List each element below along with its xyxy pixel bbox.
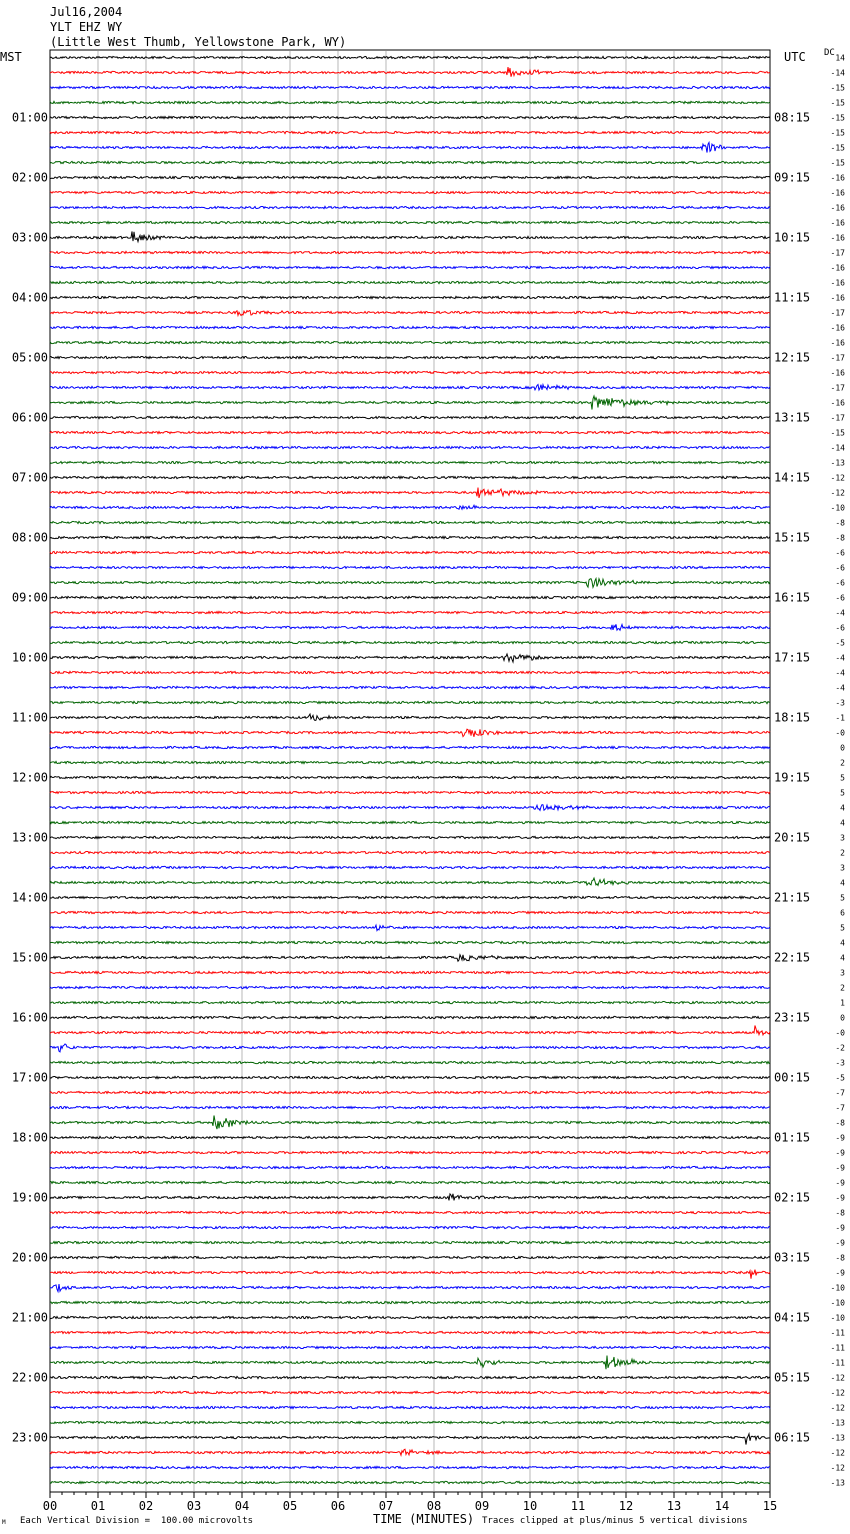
- dc-offset-label: 5: [840, 923, 845, 933]
- x-tick-label: 08: [426, 1499, 442, 1513]
- seismic-trace: [50, 641, 770, 643]
- x-tick-label: 05: [282, 1499, 298, 1513]
- dc-offset-label: -10: [830, 1313, 845, 1323]
- dc-offset-label: -13: [830, 458, 845, 468]
- dc-offset-label: -6: [835, 563, 845, 573]
- dc-offset-label: -12: [830, 1403, 845, 1413]
- dc-offset-label: 4: [840, 818, 845, 828]
- seismic-trace: [50, 446, 770, 448]
- dc-offset-label: -16: [830, 278, 845, 288]
- station-location: (Little West Thumb, Yellowstone Park, WY): [50, 35, 347, 49]
- seismic-trace: [50, 911, 770, 913]
- left-time-label: 14:00: [11, 890, 48, 905]
- dc-offset-label: -15: [830, 158, 845, 168]
- dc-offset-label: -12: [830, 1448, 845, 1458]
- dc-offset-label: 3: [840, 833, 845, 843]
- seismic-trace: [50, 296, 770, 298]
- x-tick-label: 10: [522, 1499, 538, 1513]
- dc-offset-label: -9: [835, 1178, 845, 1188]
- dc-offset-label: -3: [835, 1058, 845, 1068]
- seismic-trace: [50, 266, 770, 268]
- seismic-trace: [50, 1284, 770, 1291]
- seismic-trace: [50, 1116, 770, 1130]
- x-axis-label: TIME (MINUTES): [373, 1512, 475, 1526]
- right-time-label: 06:15: [774, 1430, 811, 1445]
- dc-offset-label: -12: [830, 1388, 845, 1398]
- seismic-trace: [50, 206, 770, 208]
- dc-offset-label: 1: [840, 998, 845, 1008]
- dc-offset-label: 2: [840, 983, 845, 993]
- x-tick-label: 06: [330, 1499, 346, 1513]
- seismic-trace: [50, 385, 770, 391]
- seismic-trace: [50, 251, 770, 253]
- dc-offset-label: -9: [835, 1163, 845, 1173]
- dc-offset-label: 3: [840, 863, 845, 873]
- left-time-label: 09:00: [11, 590, 48, 605]
- dc-title: DC: [824, 48, 835, 58]
- dc-offset-label: -8: [835, 533, 845, 543]
- dc-offset-label: -15: [830, 113, 845, 123]
- dc-offset-label: -15: [830, 128, 845, 138]
- left-time-label: 05:00: [11, 350, 48, 365]
- seismic-trace: [50, 686, 770, 688]
- dc-offset-label: -9: [835, 1133, 845, 1143]
- seismic-trace: [50, 579, 770, 588]
- seismic-trace: [50, 971, 770, 973]
- dc-offset-label: -16: [830, 323, 845, 333]
- seismic-trace: [50, 761, 770, 763]
- seismic-trace: [50, 566, 770, 568]
- right-time-label: 15:15: [774, 530, 811, 545]
- right-time-label: 12:15: [774, 350, 811, 365]
- seismic-trace: [50, 1406, 770, 1408]
- seismic-trace: [50, 836, 770, 838]
- dc-offset-label: 3: [840, 968, 845, 978]
- x-tick-label: 00: [42, 1499, 58, 1513]
- left-time-label: 03:00: [11, 230, 48, 245]
- seismic-trace: [50, 461, 770, 463]
- dc-offset-label: -13: [830, 1418, 845, 1428]
- dc-offset-label: -9: [835, 1193, 845, 1203]
- right-time-label: 02:15: [774, 1190, 811, 1205]
- seismic-trace: [50, 1061, 770, 1063]
- seismic-trace: [50, 821, 770, 823]
- left-time-label: 12:00: [11, 770, 48, 785]
- right-time-label: 00:15: [774, 1070, 811, 1085]
- dc-offset-label: -13: [830, 1478, 845, 1488]
- left-axis-title: MST: [0, 50, 22, 64]
- dc-offset-label: -16: [830, 368, 845, 378]
- seismic-trace: [50, 1044, 770, 1052]
- left-time-label: 04:00: [11, 290, 48, 305]
- dc-offset-label: -12: [830, 1463, 845, 1473]
- x-tick-label: 14: [714, 1499, 730, 1513]
- seismic-trace: [50, 851, 770, 853]
- seismic-trace: [50, 1151, 770, 1153]
- right-time-label: 14:15: [774, 470, 811, 485]
- left-time-label: 16:00: [11, 1010, 48, 1025]
- seismic-trace: [50, 1356, 770, 1370]
- x-tick-label: 15: [762, 1499, 778, 1513]
- dc-offset-label: -9: [835, 1223, 845, 1233]
- dc-offset-label: -16: [830, 218, 845, 228]
- corner-mark: M: [2, 1519, 6, 1526]
- seismic-trace: [50, 1331, 770, 1333]
- x-tick-label: 09: [474, 1499, 490, 1513]
- dc-offset-label: -11: [830, 1343, 845, 1353]
- left-time-label: 02:00: [11, 170, 48, 185]
- seismic-trace: [50, 161, 770, 163]
- right-time-label: 20:15: [774, 830, 811, 845]
- dc-offset-label: -6: [835, 593, 845, 603]
- seismic-trace: [50, 176, 770, 178]
- dc-offset-label: -7: [835, 1103, 845, 1113]
- dc-offset-label: 5: [840, 788, 845, 798]
- seismic-trace: [50, 488, 770, 498]
- seismic-trace: [50, 986, 770, 988]
- right-time-label: 05:15: [774, 1370, 811, 1385]
- dc-offset-label: 4: [840, 878, 845, 888]
- seismic-trace: [50, 396, 770, 410]
- x-tick-label: 04: [234, 1499, 250, 1513]
- chart-date: Jul16,2004: [50, 5, 123, 19]
- dc-offset-label: -11: [830, 1328, 845, 1338]
- seismic-trace: [50, 1091, 770, 1093]
- right-time-label: 17:15: [774, 650, 811, 665]
- dc-offset-label: 0: [840, 743, 845, 753]
- dc-offset-label: 4: [840, 938, 845, 948]
- seismic-trace: [50, 551, 770, 553]
- dc-offset-label: 2: [840, 848, 845, 858]
- seismic-trace: [50, 746, 770, 748]
- seismic-trace: [50, 1241, 770, 1243]
- seismic-trace: [50, 925, 770, 930]
- dc-offset-label: -12: [830, 1373, 845, 1383]
- seismic-trace: [50, 116, 770, 118]
- seismic-trace: [50, 56, 770, 58]
- seismic-trace: [50, 1226, 770, 1228]
- dc-offset-label: -4: [835, 668, 845, 678]
- seismic-trace: [50, 1434, 770, 1445]
- seismic-trace: [50, 143, 770, 153]
- dc-offset-label: -15: [830, 428, 845, 438]
- seismic-trace: [50, 521, 770, 523]
- left-time-label: 21:00: [11, 1310, 48, 1325]
- dc-offset-label: 4: [840, 953, 845, 963]
- right-time-label: 01:15: [774, 1130, 811, 1145]
- x-tick-label: 01: [90, 1499, 106, 1513]
- dc-offset-label: -12: [830, 488, 845, 498]
- dc-offset-label: -9: [835, 1238, 845, 1248]
- dc-offset-label: -17: [830, 413, 845, 423]
- dc-offset-label: -0: [835, 1028, 845, 1038]
- left-time-label: 11:00: [11, 710, 48, 725]
- left-time-label: 13:00: [11, 830, 48, 845]
- dc-offset-label: -0: [835, 728, 845, 738]
- seismic-trace: [50, 1391, 770, 1393]
- dc-offset-label: 4: [840, 803, 845, 813]
- dc-offset-label: -17: [830, 383, 845, 393]
- left-time-label: 20:00: [11, 1250, 48, 1265]
- dc-offset-label: -9: [835, 1268, 845, 1278]
- dc-offset-label: -16: [830, 188, 845, 198]
- dc-offset-label: 0: [840, 1013, 845, 1023]
- seismic-trace: [50, 281, 770, 283]
- seismic-trace: [50, 1301, 770, 1303]
- seismic-trace: [50, 1270, 770, 1279]
- dc-offset-label: -3: [835, 698, 845, 708]
- dc-offset-label: -13: [830, 1433, 845, 1443]
- x-tick-label: 07: [378, 1499, 394, 1513]
- left-time-label: 10:00: [11, 650, 48, 665]
- seismic-trace: [50, 878, 770, 885]
- seismic-trace: [50, 1016, 770, 1018]
- seismic-trace: [50, 131, 770, 133]
- right-time-label: 18:15: [774, 710, 811, 725]
- dc-offset-label: -11: [830, 1358, 845, 1368]
- seismic-trace: [50, 611, 770, 613]
- seismic-trace: [50, 1136, 770, 1138]
- right-time-label: 21:15: [774, 890, 811, 905]
- right-time-label: 22:15: [774, 950, 811, 965]
- left-time-label: 17:00: [11, 1070, 48, 1085]
- dc-offset-label: -16: [830, 398, 845, 408]
- dc-offset-label: -15: [830, 143, 845, 153]
- dc-offset-label: -10: [830, 1298, 845, 1308]
- seismic-trace: [50, 371, 770, 373]
- left-time-label: 06:00: [11, 410, 48, 425]
- clip-text: Traces clipped at plus/minus 5 vertical divisions: [482, 1516, 748, 1526]
- dc-offset-label: -14: [830, 443, 845, 453]
- right-time-label: 11:15: [774, 290, 811, 305]
- dc-offset-label: -7: [835, 1088, 845, 1098]
- right-time-label: 19:15: [774, 770, 811, 785]
- left-time-label: 01:00: [11, 110, 48, 125]
- seismic-trace: [50, 431, 770, 433]
- dc-offset-label: -6: [835, 578, 845, 588]
- seismic-trace: [50, 624, 770, 630]
- dc-offset-label: -5: [835, 1073, 845, 1083]
- left-time-label: 23:00: [11, 1430, 48, 1445]
- dc-offset-label: -4: [835, 683, 845, 693]
- seismic-trace: [50, 1181, 770, 1183]
- dc-offset-label: -15: [830, 83, 845, 93]
- seismic-trace: [50, 505, 770, 509]
- dc-offset-label: -8: [835, 1253, 845, 1263]
- dc-offset-label: -2: [835, 1043, 845, 1053]
- seismic-trace: [50, 536, 770, 538]
- dc-offset-label: 5: [840, 773, 845, 783]
- seismic-trace: [50, 101, 770, 103]
- seismic-trace: [50, 805, 770, 811]
- right-axis-title: UTC: [784, 50, 806, 64]
- dc-offset-label: -16: [830, 263, 845, 273]
- seismic-trace: [50, 791, 770, 793]
- dc-offset-label: -8: [835, 518, 845, 528]
- left-time-label: 18:00: [11, 1130, 48, 1145]
- right-time-label: 23:15: [774, 1010, 811, 1025]
- dc-offset-label: -16: [830, 338, 845, 348]
- x-tick-label: 13: [666, 1499, 682, 1513]
- right-time-label: 16:15: [774, 590, 811, 605]
- right-time-label: 09:15: [774, 170, 811, 185]
- right-time-label: 03:15: [774, 1250, 811, 1265]
- dc-offset-label: 14: [835, 53, 845, 63]
- left-time-label: 22:00: [11, 1370, 48, 1385]
- dc-offset-label: -6: [835, 548, 845, 558]
- dc-offset-label: 2: [840, 758, 845, 768]
- seismic-trace: [50, 1376, 770, 1378]
- seismic-trace: [50, 654, 770, 662]
- dc-offset-label: -5: [835, 638, 845, 648]
- dc-offset-label: -10: [830, 1283, 845, 1293]
- right-time-label: 04:15: [774, 1310, 811, 1325]
- dc-offset-label: -8: [835, 1118, 845, 1128]
- x-tick-label: 11: [570, 1499, 586, 1513]
- seismic-trace: [50, 221, 770, 223]
- seismic-trace: [50, 1421, 770, 1423]
- seismic-trace: [50, 67, 770, 77]
- seismic-trace: [50, 1106, 770, 1108]
- right-time-label: 08:15: [774, 110, 811, 125]
- seismic-trace: [50, 955, 770, 961]
- seismic-trace: [50, 191, 770, 193]
- x-tick-label: 02: [138, 1499, 154, 1513]
- seismic-trace: [50, 341, 770, 343]
- seismic-trace: [50, 729, 770, 737]
- dc-offset-label: -16: [830, 173, 845, 183]
- seismic-trace: [50, 476, 770, 478]
- seismic-trace: [50, 311, 770, 316]
- dc-offset-label: -16: [830, 293, 845, 303]
- seismic-trace: [50, 1466, 770, 1468]
- left-time-label: 07:00: [11, 470, 48, 485]
- left-time-label: 19:00: [11, 1190, 48, 1205]
- x-tick-label: 12: [618, 1499, 634, 1513]
- dc-offset-label: -17: [830, 308, 845, 318]
- dc-offset-label: -12: [830, 473, 845, 483]
- seismic-trace: [50, 1026, 770, 1035]
- seismic-trace: [50, 416, 770, 418]
- seismic-trace: [50, 1256, 770, 1258]
- seismic-trace: [50, 776, 770, 778]
- seismic-trace: [50, 671, 770, 673]
- left-time-label: 08:00: [11, 530, 48, 545]
- dc-offset-label: -17: [830, 353, 845, 363]
- dc-offset-label: -15: [830, 98, 845, 108]
- right-time-label: 13:15: [774, 410, 811, 425]
- dc-offset-label: -16: [830, 203, 845, 213]
- seismic-trace: [50, 1346, 770, 1348]
- seismic-trace: [50, 896, 770, 898]
- left-time-label: 15:00: [11, 950, 48, 965]
- station-code: YLT EHZ WY: [50, 20, 123, 34]
- seismic-trace: [50, 1001, 770, 1003]
- dc-offset-label: -6: [835, 623, 845, 633]
- x-tick-label: 03: [186, 1499, 202, 1513]
- seismic-trace: [50, 1449, 770, 1455]
- dc-offset-label: -9: [835, 1148, 845, 1158]
- seismic-trace: [50, 1166, 770, 1168]
- seismic-trace: [50, 1316, 770, 1318]
- seismic-trace: [50, 356, 770, 358]
- dc-offset-label: 6: [840, 908, 845, 918]
- seismic-trace: [50, 86, 770, 88]
- dc-offset-label: -4: [835, 608, 845, 618]
- dc-offset-label: -1: [835, 713, 845, 723]
- seismic-trace: [50, 714, 770, 720]
- seismic-trace: [50, 326, 770, 328]
- dc-offset-label: -14: [830, 68, 845, 78]
- dc-offset-label: -8: [835, 1208, 845, 1218]
- seismic-trace: [50, 596, 770, 598]
- dc-offset-label: -4: [835, 653, 845, 663]
- seismic-trace: [50, 941, 770, 943]
- seismic-trace: [50, 701, 770, 703]
- seismic-trace: [50, 1211, 770, 1213]
- dc-offset-label: -16: [830, 233, 845, 243]
- scale-text: Each Vertical Division = 100.00 microvolts: [20, 1516, 253, 1526]
- dc-offset-label: -10: [830, 503, 845, 513]
- right-time-label: 10:15: [774, 230, 811, 245]
- seismic-trace: [50, 231, 770, 241]
- seismic-trace: [50, 1194, 770, 1201]
- seismic-trace: [50, 1481, 770, 1483]
- seismic-trace: [50, 866, 770, 868]
- dc-offset-label: -17: [830, 248, 845, 258]
- seismic-trace: [50, 1076, 770, 1078]
- dc-offset-label: 5: [840, 893, 845, 903]
